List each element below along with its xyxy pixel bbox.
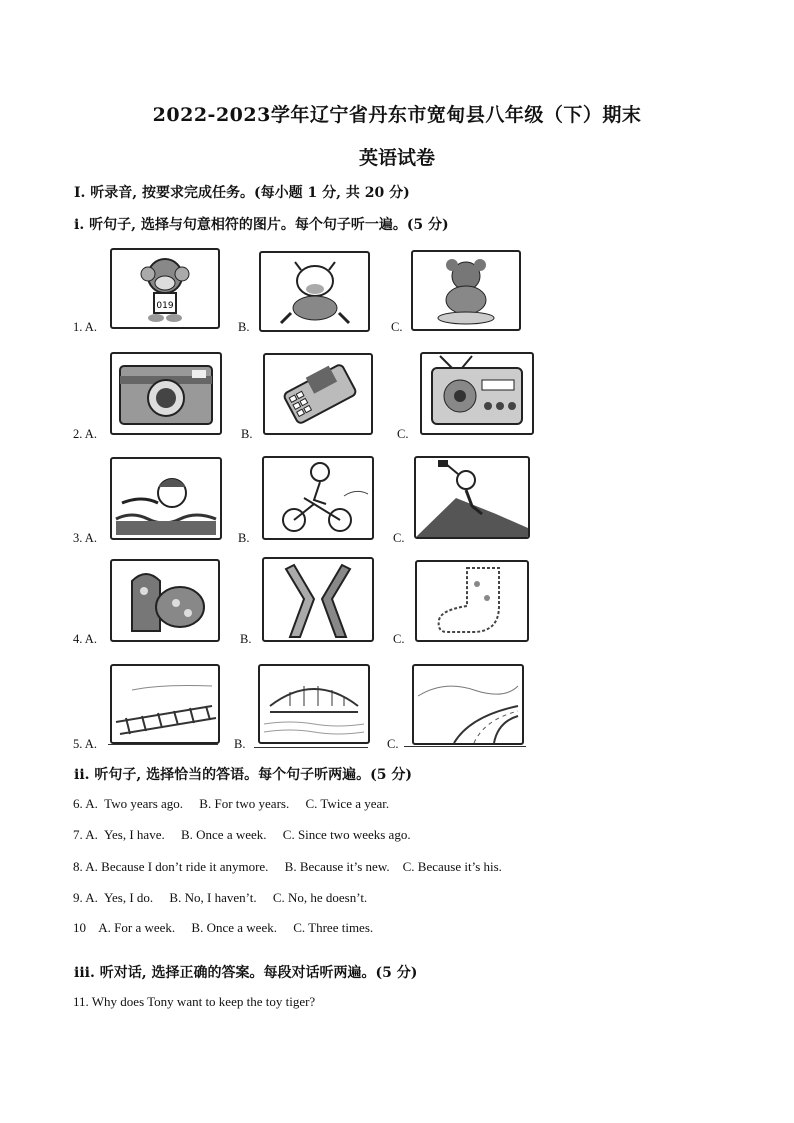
underline-a xyxy=(108,744,218,745)
svg-text:019: 019 xyxy=(156,301,174,311)
cycling-boy-icon[interactable] xyxy=(262,456,374,540)
row3-label-b: B. xyxy=(238,531,250,545)
section-iii-heading: iii. 听对话, 选择正确的答案。每段对话听两遍。(5 分) xyxy=(74,965,418,981)
row5-label-b: B. xyxy=(234,737,246,751)
row4-label-b: B. xyxy=(240,632,252,646)
question-6: 6. A. Two years ago. B. For two years. C. Twice a year. xyxy=(73,796,390,811)
teddy-bear-icon[interactable] xyxy=(411,250,521,331)
question-7: 7. A. Yes, I have. B. Once a week. C. Since two weeks ago. xyxy=(73,827,411,842)
swimming-boy-icon[interactable] xyxy=(110,457,222,540)
underline-b xyxy=(254,747,368,748)
row1-label-b: B. xyxy=(238,320,250,334)
question-10: 10 A. For a week. B. Once a week. C. Three times. xyxy=(73,920,374,935)
row1-label-a: 1. A. xyxy=(73,320,97,334)
exam-title: 2022-2023学年辽宁省丹东市宽甸县八年级（下）期末 xyxy=(152,104,642,126)
row5-label-a: 5. A. xyxy=(73,737,97,751)
mobile-phone-icon[interactable] xyxy=(263,353,373,435)
question-9: 9. A. Yes, I do. B. No, I haven’t. C. No, he doesn’t. xyxy=(73,890,368,905)
climbing-boy-icon[interactable] xyxy=(414,456,530,539)
section-i-heading: i. 听句子, 选择与句意相符的图片。每个句子听一遍。(5 分) xyxy=(74,217,449,233)
row4-label-c: C. xyxy=(393,632,405,646)
row4-label-a: 4. A. xyxy=(73,632,97,646)
row2-label-a: 2. A. xyxy=(73,427,97,441)
part1-heading: Ⅰ. 听录音, 按要求完成任务。(每小题 1 分, 共 20 分) xyxy=(74,185,410,201)
camera-icon[interactable] xyxy=(110,352,222,435)
section-ii-heading: ii. 听句子, 选择恰当的答语。每个句子听两遍。(5 分) xyxy=(74,767,412,783)
row3-label-a: 3. A. xyxy=(73,531,97,545)
railway-icon[interactable] xyxy=(110,664,220,744)
scarf-icon[interactable] xyxy=(262,557,374,642)
gloves-icon[interactable] xyxy=(110,559,220,642)
row3-label-c: C. xyxy=(393,531,405,545)
question-11: 11. Why does Tony want to keep the toy tiger? xyxy=(73,994,316,1009)
cow-icon[interactable] xyxy=(259,251,370,332)
radio-icon[interactable] xyxy=(420,352,534,435)
row2-label-b: B. xyxy=(241,427,253,441)
underline-c xyxy=(404,746,526,747)
exam-subtitle: 英语试卷 xyxy=(358,147,435,169)
bridge-icon[interactable] xyxy=(258,664,370,744)
sock-icon[interactable] xyxy=(415,560,529,642)
monkey-icon[interactable] xyxy=(110,248,220,329)
row1-label-c: C. xyxy=(391,320,403,334)
row2-label-c: C. xyxy=(397,427,409,441)
question-8: 8. A. Because I don’t ride it anymore. B. Because it’s new. C. Because it’s his. xyxy=(73,859,502,874)
row5-label-c: C. xyxy=(387,737,399,751)
road-icon[interactable] xyxy=(412,664,524,745)
